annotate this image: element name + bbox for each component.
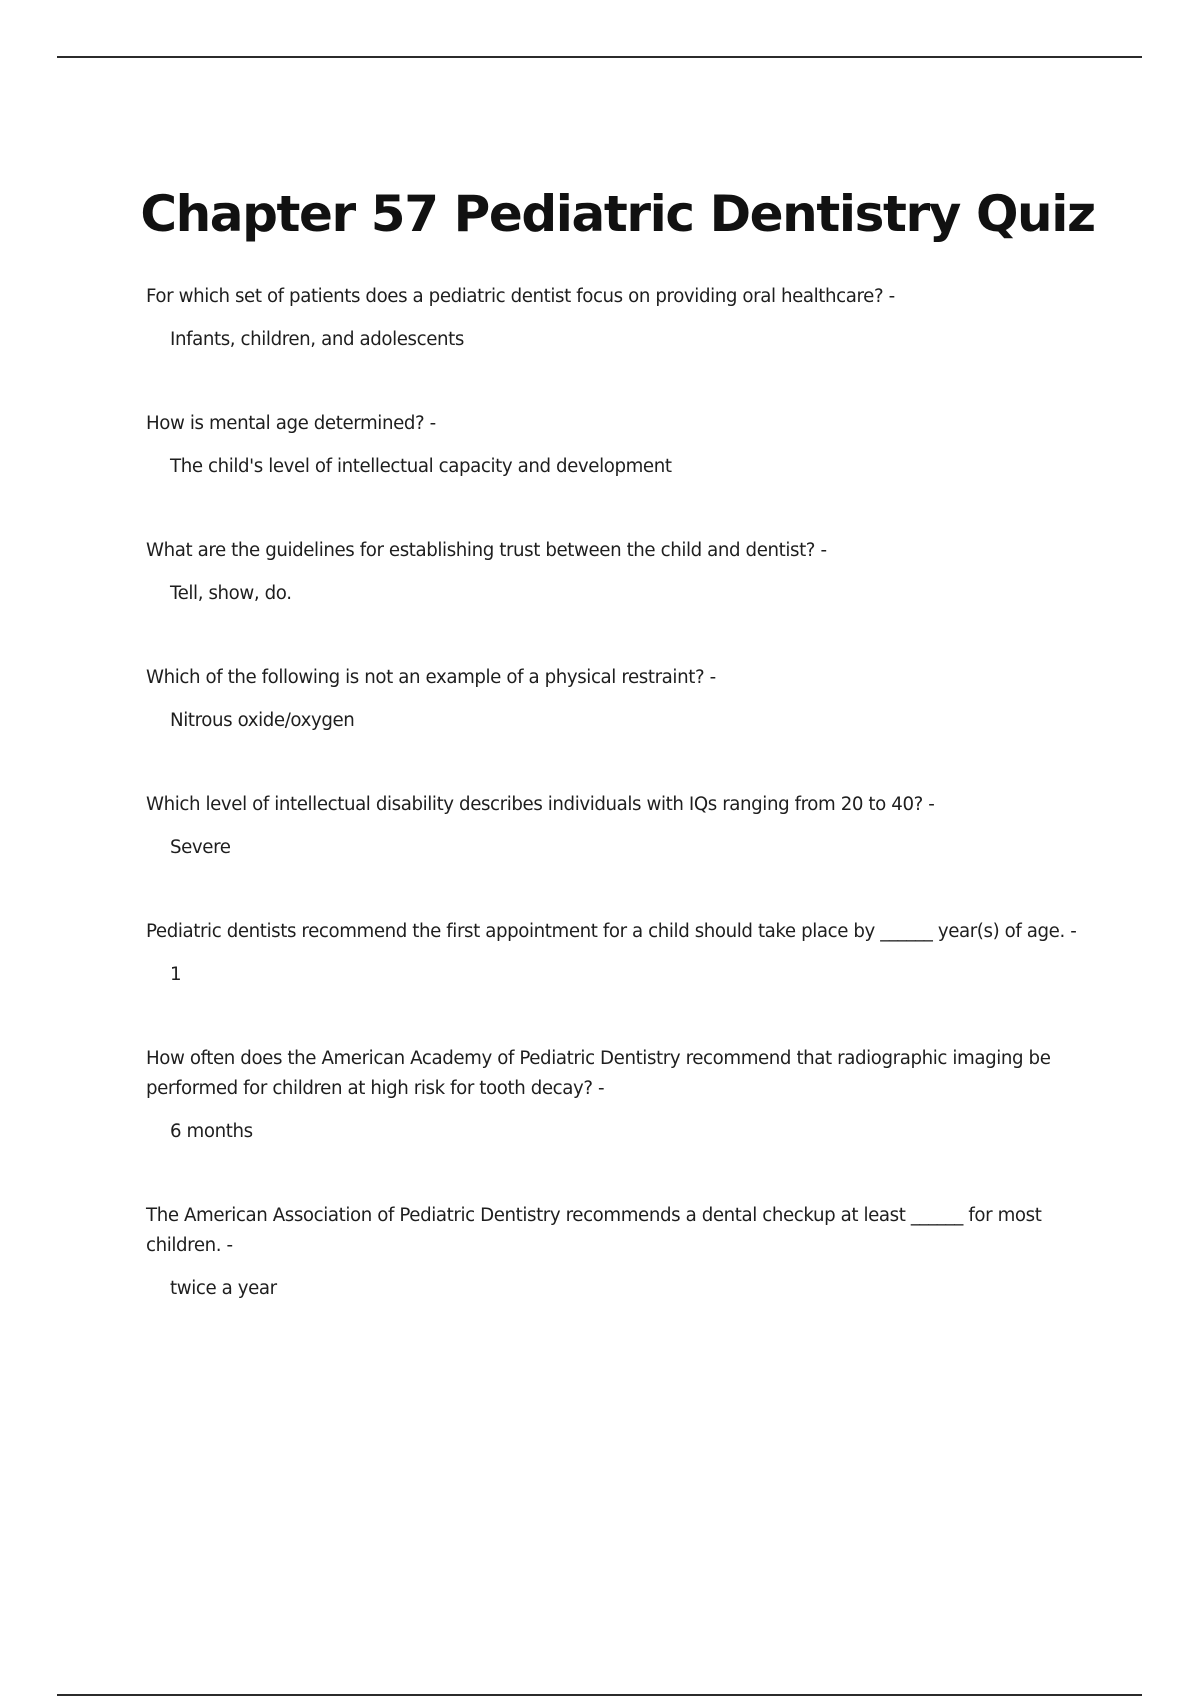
question-text: The American Association of Pediatric Dentistry recommends a dental checkup at least ______ for most children. - [146, 1205, 1042, 1256]
qa-item [146, 663, 1086, 736]
answer-text: Severe [170, 837, 231, 858]
question-text: Which of the following is not an example of a physical restraint? - [146, 667, 716, 688]
answer-text: The child's level of intellectual capacity and development [170, 456, 672, 477]
answer-text: Tell, show, do. [170, 583, 292, 604]
qa-item [146, 1044, 1086, 1147]
question-text: For which set of patients does a pediatric dentist focus on providing oral healthcare? - [146, 286, 895, 307]
qa-list [146, 282, 1086, 1358]
question-text: How is mental age determined? - [146, 413, 436, 434]
question-text: What are the guidelines for establishing trust between the child and dentist? - [146, 540, 827, 561]
qa-item [146, 536, 1086, 609]
answer-text: Infants, children, and adolescents [170, 329, 464, 350]
top-divider [57, 56, 1142, 58]
page-title: Chapter 57 Pediatric Dentistry Quiz [140, 184, 1095, 243]
question-text: How often does the American Academy of Pediatric Dentistry recommend that radiographic imaging be performed for children at high risk for tooth decay? - [146, 1048, 1051, 1099]
question-text: Pediatric dentists recommend the first appointment for a child should take place by ______ year(s) of age. - [146, 921, 1077, 942]
qa-item [146, 1201, 1086, 1304]
answer-text: 1 [170, 964, 182, 985]
question-text: Which level of intellectual disability describes individuals with IQs ranging from 20 to 40? - [146, 794, 935, 815]
qa-item [146, 917, 1086, 990]
answer-text: twice a year [170, 1278, 277, 1299]
qa-item [146, 790, 1086, 863]
answer-text: 6 months [170, 1121, 253, 1142]
answer-text: Nitrous oxide/oxygen [170, 710, 355, 731]
qa-item [146, 409, 1086, 482]
bottom-divider [57, 1694, 1142, 1696]
qa-item [146, 282, 1086, 355]
